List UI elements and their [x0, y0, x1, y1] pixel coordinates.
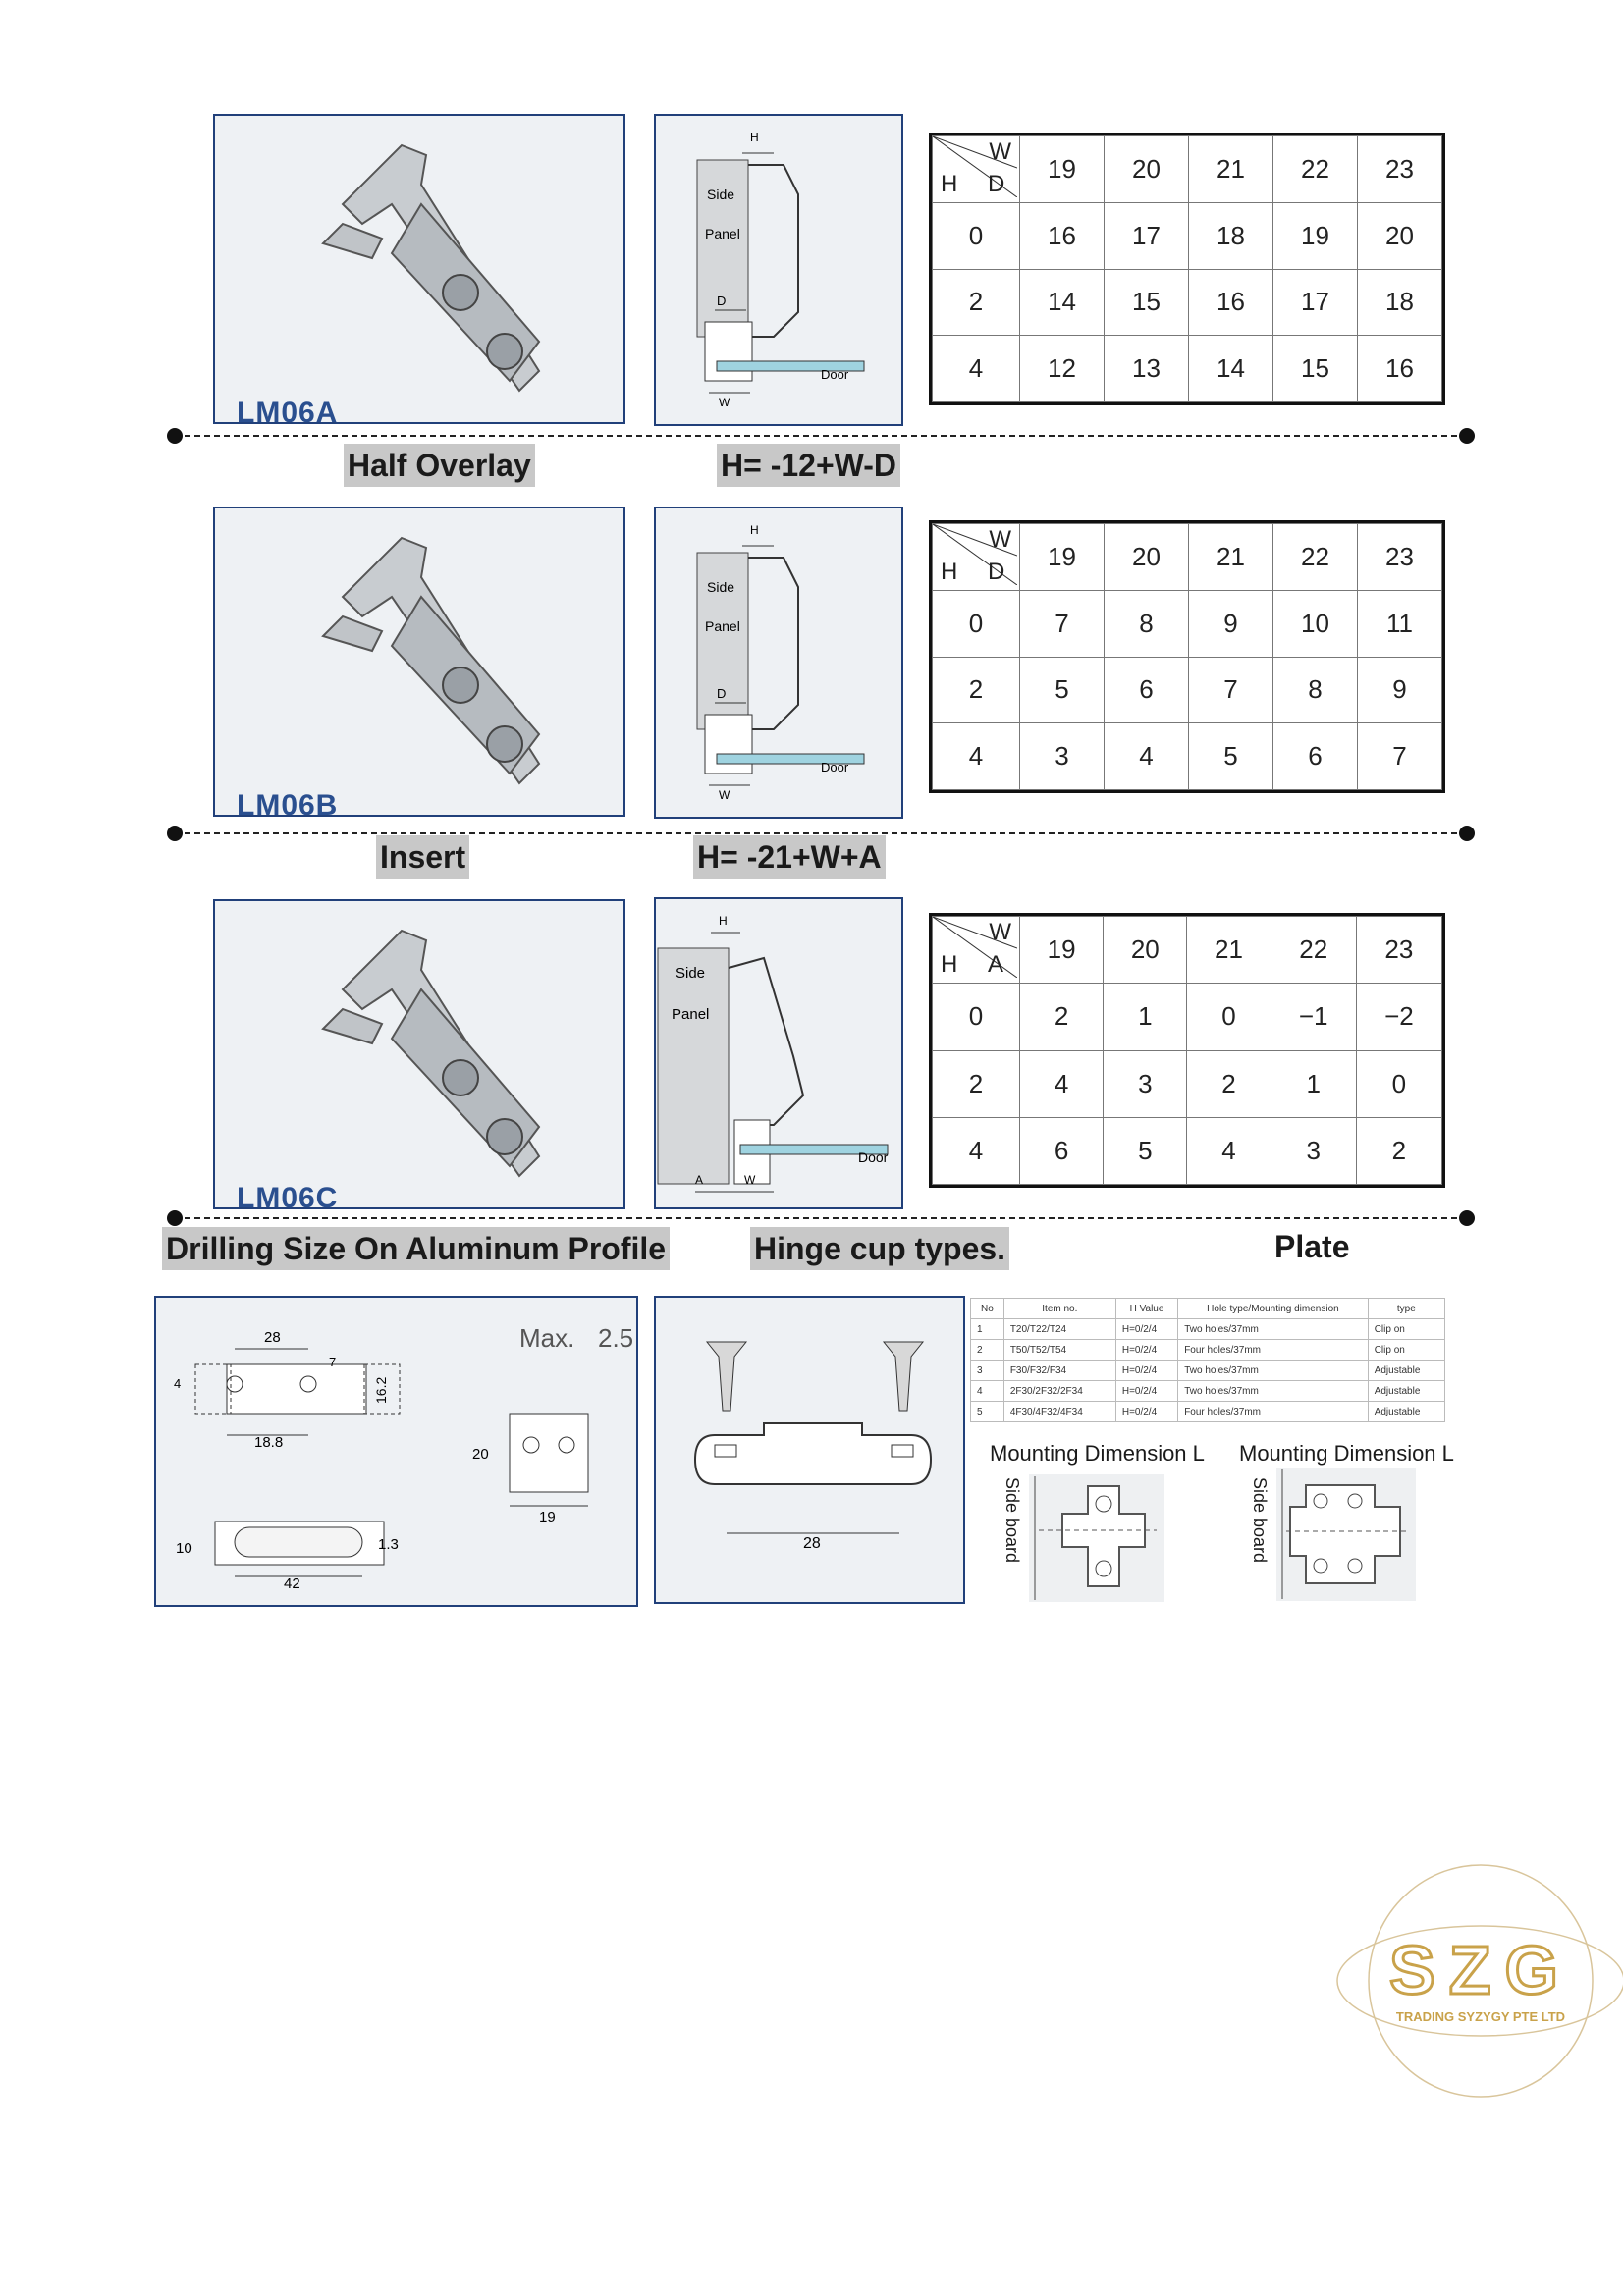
svg-text:W: W	[719, 788, 730, 802]
svg-text:7: 7	[329, 1355, 337, 1369]
svg-text:16.2: 16.2	[373, 1376, 389, 1404]
table-corner: W H A	[933, 917, 1020, 984]
svg-text:Side: Side	[676, 965, 706, 982]
dimension-table-1: W H D 19 20 21 22 23 0 16 17 18 19 20 2 14 15 16 17 18 4 12 13 14 15 16	[929, 133, 1445, 405]
side-board-label-2: Side board	[1250, 1477, 1270, 1564]
full-overlay-diagram	[656, 899, 901, 1207]
svg-text:SZG: SZG	[1389, 1932, 1572, 2008]
hinge-photo-lm06b	[213, 507, 625, 817]
mounting-label-1: Mounting Dimension L	[990, 1441, 1205, 1466]
caption-drilling: Drilling Size On Aluminum Profile	[162, 1227, 670, 1270]
company-logo	[1333, 1861, 1623, 2103]
side-board-label-1: Side board	[1002, 1477, 1022, 1564]
svg-text:Panel: Panel	[705, 618, 740, 634]
hinge-illustration	[215, 508, 623, 815]
svg-text:Side: Side	[707, 187, 735, 202]
overlay-diagram-1	[654, 114, 903, 426]
svg-text:Panel: Panel	[705, 226, 740, 241]
svg-text:W: W	[744, 1173, 756, 1187]
svg-text:1.3: 1.3	[378, 1536, 399, 1553]
svg-text:D: D	[717, 294, 727, 308]
mounting-label-2: Mounting Dimension L	[1239, 1441, 1454, 1466]
separator-line	[175, 832, 1467, 834]
svg-text:Side: Side	[707, 579, 735, 595]
hinge-illustration	[215, 116, 623, 422]
caption-formula-1: H= -12+W-D	[717, 444, 900, 487]
plate-table: No Item no. H Value Hole type/Mounting dimension type 1 T20/T22/T24 H=0/2/4 Two holes/37mm Clip on 2 T50/T52/T54 H=0/2/4 Four holes/37mm Clip on 3 F30/F32/F34 H=0/2/4 Two holes/37mm Adjustable 4 2F30/2F32/2F34 H=0/2/4 Two holes/37mm Adjustable 5 4F30/4F32/4F34 H=0/2/4 Four holes/37mm Adjustable	[970, 1298, 1445, 1422]
overlay-diagram-3	[654, 897, 903, 1209]
svg-text:42: 42	[284, 1575, 300, 1592]
caption-hinge-cup: Hinge cup types.	[750, 1227, 1009, 1270]
svg-text:28: 28	[264, 1329, 281, 1346]
dimension-table-2: W H D 19 20 21 22 23 0 7 8 9 10 11 2 5 6 7 8 9 4 3 4 5 6 7	[929, 520, 1445, 793]
svg-text:Panel: Panel	[672, 1006, 710, 1023]
hinge-cup-drawing	[656, 1298, 963, 1602]
caption-formula-2: H= -21+W+A	[693, 835, 886, 879]
caption-half-overlay: Half Overlay	[344, 444, 535, 487]
svg-text:Door: Door	[858, 1149, 889, 1165]
separator-line	[175, 435, 1467, 437]
szg-logo-icon	[1333, 1861, 1623, 2103]
insert-diagram	[656, 508, 901, 817]
model-code: LM06B	[237, 789, 339, 817]
mounting-plate-drawing-1	[1029, 1474, 1164, 1602]
svg-text:A: A	[695, 1173, 704, 1187]
table-corner: W H D	[933, 524, 1020, 591]
model-code: LM06A	[237, 397, 339, 424]
separator-line	[175, 1217, 1467, 1219]
caption-insert: Insert	[376, 835, 469, 879]
svg-text:2.5: 2.5	[598, 1323, 634, 1353]
svg-text:H: H	[750, 131, 759, 144]
svg-text:W: W	[719, 396, 730, 409]
hinge-photo-lm06a	[213, 114, 625, 424]
caption-plate: Plate	[1274, 1229, 1350, 1264]
mounting-plate-drawing-2	[1276, 1468, 1416, 1601]
hinge-illustration	[215, 901, 623, 1207]
overlay-diagram-2	[654, 507, 903, 819]
svg-text:H: H	[750, 523, 759, 537]
hinge-photo-lm06c	[213, 899, 625, 1209]
drilling-drawing	[156, 1298, 636, 1605]
svg-text:TRADING SYZYGY PTE LTD: TRADING SYZYGY PTE LTD	[1395, 2009, 1566, 2024]
model-code: LM06C	[237, 1182, 339, 1209]
svg-text:D: D	[717, 686, 727, 701]
svg-text:19: 19	[539, 1509, 556, 1525]
hinge-cup-diagram	[654, 1296, 965, 1604]
drilling-diagram	[154, 1296, 638, 1607]
svg-text:20: 20	[472, 1446, 489, 1463]
svg-text:H: H	[719, 914, 728, 928]
svg-text:4: 4	[174, 1376, 182, 1391]
svg-text:28: 28	[803, 1535, 821, 1552]
svg-text:10: 10	[176, 1540, 192, 1557]
half-overlay-diagram	[656, 116, 901, 424]
svg-text:Door: Door	[821, 367, 849, 382]
table-corner: W H D	[933, 136, 1020, 203]
svg-text:Max.: Max.	[519, 1323, 575, 1353]
svg-text:Door: Door	[821, 760, 849, 774]
svg-text:18.8: 18.8	[254, 1434, 284, 1451]
dimension-table-3: W H A 19 20 21 22 23 0 2 1 0 −1 −2 2 4 3 2 1 0 4 6 5 4 3 2	[929, 913, 1445, 1188]
